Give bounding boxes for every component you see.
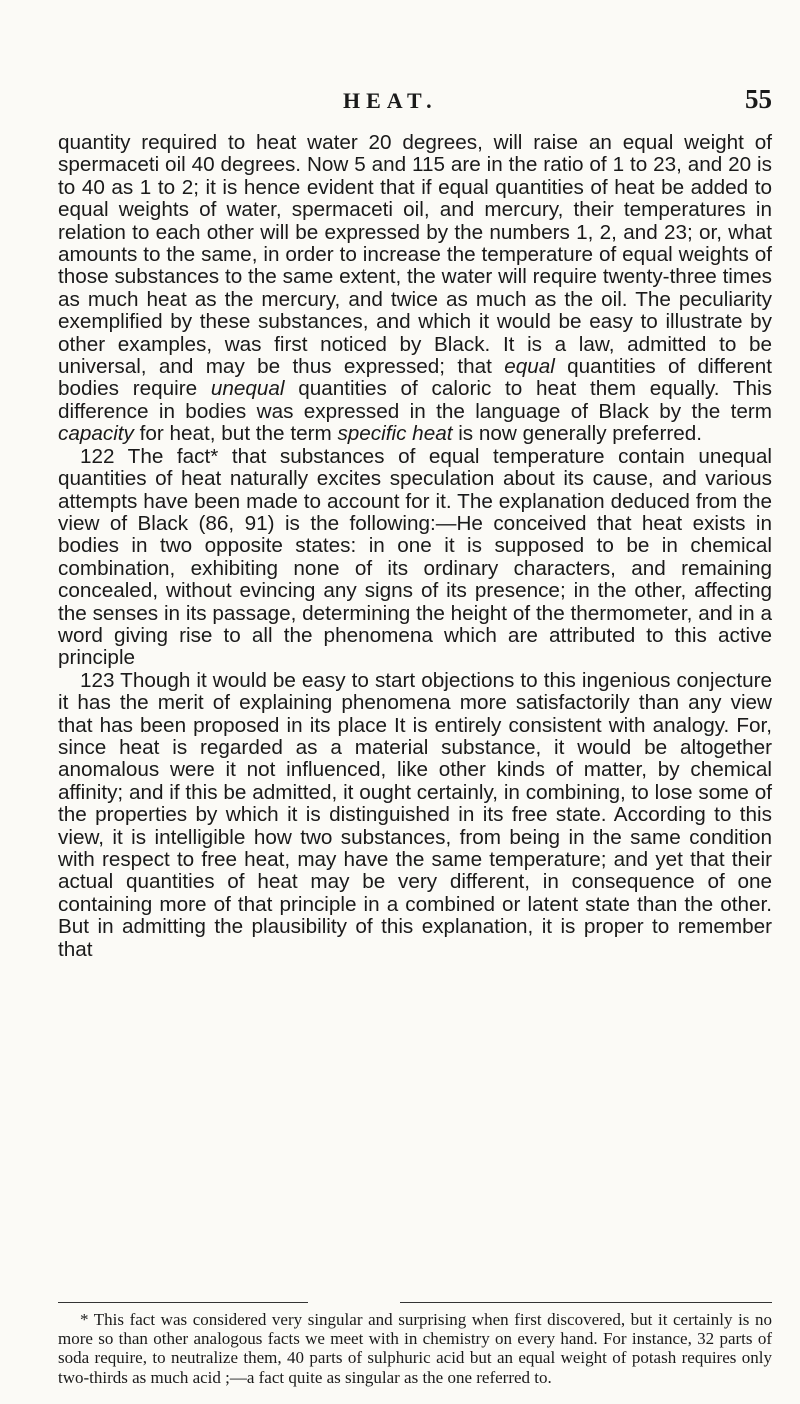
emphasis-capacity: capacity <box>58 422 134 446</box>
running-header <box>58 84 772 128</box>
emphasis-specific-heat: specific heat <box>337 422 453 446</box>
paragraph-1-part-c: quantities of different bodies require <box>58 355 772 401</box>
paragraph-1-part-e: quantities of caloric to heat them equally. This difference in bodies was expressed in the language of Black by the term <box>58 377 772 423</box>
paragraph-1-part-g: for heat, but the term <box>133 422 338 446</box>
paragraph-122: 122 The fact* that substances of equal temperature contain unequal quantities of heat naturally excites speculation about its cause, and various attempts have been made to account for it. The explanation deduced from the view of Black (86, 91) is the following:—He conceived that heat exists in bodies in two opposite states: in one it is supposed to be in chemical combination, exhibiting none of its ordinary characters, and remaining concealed, without evincing any signs of its presence; in the other, affecting the senses in its passage, determining the height of the thermometer, and in a word giving rise to all the phenomena which are attributed to this active principle <box>58 444 772 670</box>
body-text <box>58 132 772 961</box>
footnote-rule-right <box>400 1302 772 1303</box>
paragraph-1 <box>58 132 772 446</box>
footnote-rule-left <box>58 1302 308 1303</box>
footnote-text: * This fact was considered very singular and surprising when first discovered, but it certainly is no more so than other analogous facts we meet with in chemistry on every hand. For instance, 32 parts of soda require, to neutralize them, 40 parts of sulphuric acid but an equal weight of potash requires only two-thirds as much acid ;—a fact quite as singular as the one referred to. <box>58 1310 772 1387</box>
paragraph-1-part-a: quantity required to heat water 20 degrees, will raise an equal weight of spermaceti oil 40 degrees. Now 5 and 115 are in the ratio of 1 to 23, and 20 is to 40 as 1 to 2; it is hence evident that if equal quantities of heat be added to equal weights of water, spermaceti oil, and mercury, their temperatures in relation to each other will be expressed by the numbers 1, 2, and 23; or, what amounts to the same, in order to increase the temperature of equal weights of those substances to the same extent, the water will require twenty-three times as much heat as the mercury, and twice as much as the oil. The peculiarity exemplified by these substances, and which it would be easy to illustrate by other examples, was first noticed by Black. It is a law, admitted to be universal, and may be thus expressed; that <box>58 131 772 379</box>
page-number: 55 <box>745 84 772 114</box>
footnote <box>58 1310 772 1387</box>
emphasis-equal: equal <box>504 355 555 379</box>
paragraph-123: 123 Though it would be easy to start objections to this ingenious conjecture it has the merit of explaining phenomena more satisfactorily than any view that has been proposed in its place It is entirely consistent with analogy. For, since heat is regarded as a material substance, it would be altogether anomalous were it not influenced, like other kinds of matter, by chemical affinity; and if this be admitted, it ought certainly, in combining, to lose some of the properties by which it is distinguished in its free state. According to this view, it is intelligible how two substances, from being in the same condition with respect to free heat, may have the same temperature; and yet that their actual quantities of heat may be very different, in consequence of one containing more of that principle in a combined or latent state than the other. But in admitting the plausibility of this explanation, it is proper to remember that <box>58 668 772 961</box>
paragraph-1-part-i: is now generally preferred. <box>452 422 702 446</box>
running-title: HEAT. <box>343 88 438 113</box>
emphasis-unequal: unequal <box>210 377 285 401</box>
